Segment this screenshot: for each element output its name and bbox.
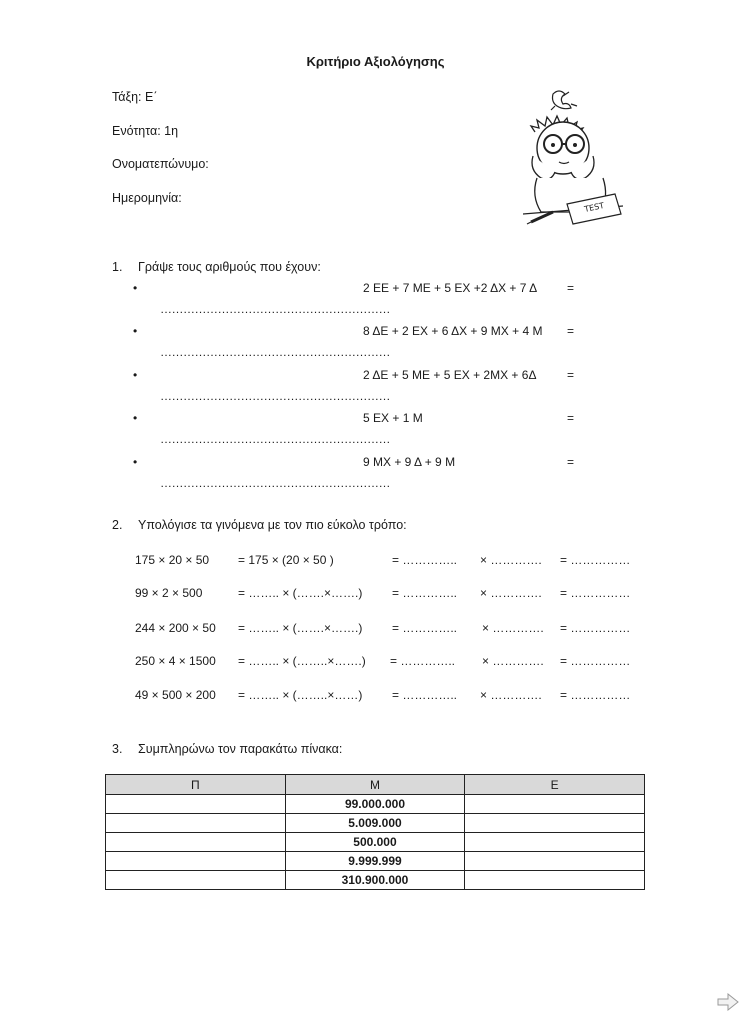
bullet: •	[133, 411, 138, 425]
final-result[interactable]: = ……………	[560, 553, 631, 567]
page-title: Κριτήριο Αξιολόγησης	[306, 54, 445, 69]
e-cell[interactable]	[465, 795, 645, 814]
p-cell[interactable]	[106, 852, 286, 871]
e-cell[interactable]	[465, 833, 645, 852]
final-result[interactable]: = ……………	[560, 621, 631, 635]
expression-5: 9 ΜΧ + 9 Δ + 9 Μ	[363, 455, 456, 469]
product-expression: 244 × 200 × 50	[135, 621, 216, 635]
question-number: 3.	[112, 742, 123, 756]
regroup-step[interactable]: = …….. × (……..×……)	[238, 688, 363, 702]
final-result[interactable]: = ……………	[560, 688, 631, 702]
table-row	[106, 871, 645, 890]
expression-3: 2 ΔΕ + 5 ΜΕ + 5 ΕΧ + 2ΜΧ + 6Δ	[363, 368, 537, 382]
bullet: •	[133, 368, 138, 382]
p-cell[interactable]	[106, 871, 286, 890]
step-multiplier[interactable]: × ………….	[482, 621, 544, 635]
question-text: Γράψε τους αριθμούς που έχουν:	[138, 260, 321, 274]
final-result[interactable]: = ……………	[560, 654, 631, 668]
m-cell: 99.000.000	[285, 795, 465, 814]
p-cell[interactable]	[106, 795, 286, 814]
step-multiplier[interactable]: × ………….	[480, 553, 542, 567]
question-text: Υπολόγισε τα γινόμενα με τον πιο εύκολο τρόπο:	[138, 518, 407, 532]
m-cell: 500.000	[285, 833, 465, 852]
answer-line-3[interactable]: ……………………………………………………	[160, 389, 390, 403]
step-multiplier[interactable]: × ………….	[482, 654, 544, 668]
regroup-step[interactable]: = …….. × (…….×…….)	[238, 621, 363, 635]
question-number: 1.	[112, 260, 123, 274]
expression-2: 8 ΔΕ + 2 ΕΧ + 6 ΔΧ + 9 ΜΧ + 4 Μ	[363, 324, 543, 338]
bullet: •	[133, 324, 138, 338]
next-page-arrow-icon[interactable]	[717, 993, 739, 1011]
bullet: •	[133, 281, 138, 295]
header-e: Ε	[465, 775, 645, 795]
header-p: Π	[106, 775, 286, 795]
answer-line-2[interactable]: ……………………………………………………	[160, 345, 390, 359]
student-test-illustration	[523, 86, 623, 226]
question-1-heading	[112, 260, 321, 274]
regroup-step[interactable]: = …….. × (…….×…….)	[238, 586, 363, 600]
question-text: Συμπληρώνω τον παρακάτω πίνακα:	[138, 742, 343, 756]
product-expression: 250 × 4 × 1500	[135, 654, 216, 668]
regroup-step[interactable]: = …….. × (……..×…….)	[238, 654, 366, 668]
table-row	[106, 814, 645, 833]
e-cell[interactable]	[465, 852, 645, 871]
date-label: Ημερομηνία:	[112, 191, 182, 205]
equals-sign: =	[567, 368, 575, 382]
svg-text:TEST: TEST	[583, 201, 605, 214]
bullet: •	[133, 455, 138, 469]
step-result[interactable]: = …………..	[392, 621, 458, 635]
table-row	[106, 795, 645, 814]
product-expression: 175 × 20 × 50	[135, 553, 210, 567]
product-expression: 99 × 2 × 500	[135, 586, 203, 600]
equals-sign: =	[567, 455, 575, 469]
answer-line-5[interactable]: ……………………………………………………	[160, 476, 390, 490]
number-table	[105, 774, 645, 890]
step-result[interactable]: = …………..	[390, 654, 456, 668]
m-cell: 9.999.999	[285, 852, 465, 871]
product-expression: 49 × 500 × 200	[135, 688, 216, 702]
m-cell: 310.900.000	[285, 871, 465, 890]
name-label: Ονοματεπώνυμο:	[112, 157, 209, 171]
p-cell[interactable]	[106, 833, 286, 852]
step-multiplier[interactable]: × ………….	[480, 688, 542, 702]
equals-sign: =	[567, 324, 575, 338]
header-m: Μ	[285, 775, 465, 795]
e-cell[interactable]	[465, 814, 645, 833]
table-header-row	[106, 775, 645, 795]
table-row	[106, 852, 645, 871]
table-row	[106, 833, 645, 852]
e-cell[interactable]	[465, 871, 645, 890]
expression-4: 5 ΕΧ + 1 Μ	[363, 411, 423, 425]
step-result[interactable]: = …………..	[392, 586, 458, 600]
regroup-step[interactable]: = 175 × (20 × 50 )	[238, 553, 334, 567]
unit-label: Ενότητα: 1η	[112, 124, 179, 138]
question-number: 2.	[112, 518, 123, 532]
step-result[interactable]: = …………..	[392, 553, 458, 567]
answer-line-1[interactable]: ……………………………………………………	[160, 302, 390, 316]
step-result[interactable]: = …………..	[392, 688, 458, 702]
question-2-heading	[112, 518, 407, 532]
answer-line-4[interactable]: ……………………………………………………	[160, 432, 390, 446]
final-result[interactable]: = ……………	[560, 586, 631, 600]
m-cell: 5.009.000	[285, 814, 465, 833]
step-multiplier[interactable]: × ………….	[480, 586, 542, 600]
class-label: Τάξη: Ε΄	[112, 90, 158, 104]
question-3-heading	[112, 742, 342, 756]
equals-sign: =	[567, 411, 575, 425]
expression-1: 2 ΕΕ + 7 ΜΕ + 5 ΕΧ +2 ΔΧ + 7 Δ	[363, 281, 538, 295]
p-cell[interactable]	[106, 814, 286, 833]
equals-sign: =	[567, 281, 575, 295]
